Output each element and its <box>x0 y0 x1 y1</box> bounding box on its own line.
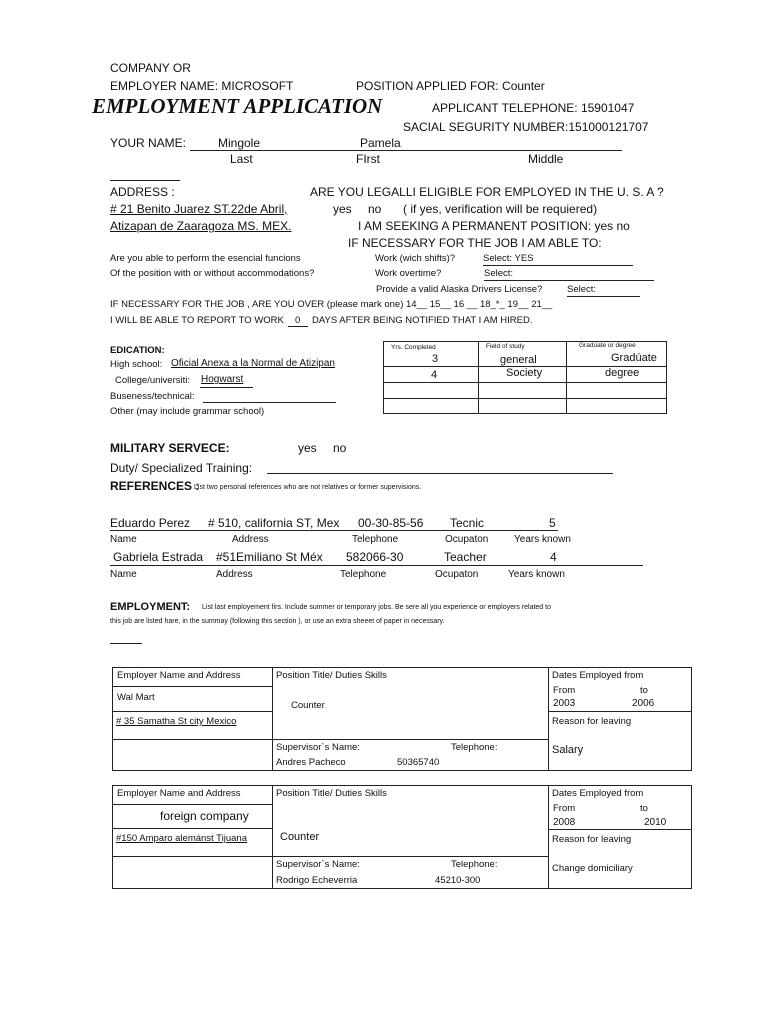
edu-row1-degree[interactable]: Gradúate <box>611 352 657 364</box>
job2-telephone[interactable]: 45210-300 <box>435 875 481 886</box>
employer-name: EMPLOYER NAME: MICROSOFT <box>110 79 294 93</box>
job2-supervisor-label: Supervisor`s Name: <box>276 859 360 870</box>
address-label: ADDRESS : <box>110 185 175 199</box>
if-necessary-heading: IF NECESSARY FOR THE JOB I AM ABLE TO: <box>348 236 602 250</box>
job1-telephone[interactable]: 50365740 <box>397 757 440 768</box>
address-line-1[interactable]: # 21 Benito Juarez ST.22de Abril, <box>110 202 288 216</box>
job1-supervisor-label: Supervisor`s Name: <box>276 742 360 753</box>
references-label: REFERENCES : <box>110 479 200 493</box>
edu-row2-degree[interactable]: degree <box>605 367 640 379</box>
report-prefix: I WILL BE ABLE TO REPORT TO WORK <box>110 315 284 326</box>
license-label: Provide a valid Alaska Drivers License? <box>376 284 543 295</box>
applicant-telephone: APPLICANT TELEPHONE: 15901047 <box>432 101 635 115</box>
permanent-position: I AM SEEKING A PERMANENT POSITION: yes no <box>358 219 630 233</box>
license-select[interactable]: Select: <box>567 284 597 295</box>
ref1-address[interactable]: # 510, california ST, Mex <box>208 516 340 530</box>
ref2-label-years: Years known <box>508 569 565 580</box>
ref1-telephone[interactable]: 00-30-85-56 <box>358 516 424 530</box>
job1-supervisor[interactable]: Andres Pacheco <box>276 757 346 768</box>
report-suffix: DAYS AFTER BEING NOTIFIED THAT I AM HIRED. <box>312 315 533 326</box>
job1-telephone-label: Telephone: <box>451 742 498 753</box>
ref1-years[interactable]: 5 <box>549 516 556 530</box>
verification-note: ( if yes, verification will be requiered) <box>403 202 598 216</box>
college-label: College/universiti: <box>115 375 190 386</box>
edu-row2-field[interactable]: Society <box>506 367 543 379</box>
shifts-select[interactable]: Select: YES <box>483 253 534 264</box>
military-no[interactable]: no <box>333 441 347 455</box>
military-yes[interactable]: yes <box>298 441 317 455</box>
ref2-years[interactable]: 4 <box>550 550 557 564</box>
ref2-label-name: Name <box>110 569 137 580</box>
job2-employer-label: Employer Name and Address <box>117 788 241 799</box>
references-instructions: List two personal references who are not relatives or former supervisions. <box>194 484 422 491</box>
job2-supervisor[interactable]: Rodrigo Echeverria <box>276 875 358 886</box>
job1-employer-label: Employer Name and Address <box>117 670 241 681</box>
job2-position-label: Position Title/ Duties Skills <box>276 788 387 799</box>
ref1-label-name: Name <box>110 534 137 545</box>
college-value[interactable]: Hogwarst <box>201 374 244 385</box>
edu-header-degree: Gradúate or degree <box>579 342 636 349</box>
employment-instructions-1: List last employement firs. Include summer or temporary jobs. Be sere all you experience or employers related to <box>202 604 551 611</box>
job1-dates-label: Dates Employed from <box>552 670 644 681</box>
first-name-value[interactable]: Pamela <box>360 136 401 150</box>
job1-from-label: From <box>553 685 576 696</box>
ref2-address[interactable]: #51Emiliano St Méx <box>216 550 323 564</box>
ref1-occupation[interactable]: Tecnic <box>450 516 485 530</box>
duty-label: Duty/ Specialized Training: <box>110 461 253 475</box>
job2-to-label: to <box>640 803 648 814</box>
social-security-number: SACIAL SEGURITY NUMBER:151000121707 <box>403 120 649 134</box>
education-label: EDICATION: <box>110 345 165 356</box>
ref2-name[interactable]: Gabriela Estrada <box>113 550 204 564</box>
edu-header-years: Yrs. Completed <box>391 344 436 351</box>
edu-row2-years[interactable]: 4 <box>431 369 438 381</box>
job2-to[interactable]: 2010 <box>644 817 667 828</box>
job1-position[interactable]: Counter <box>291 700 325 711</box>
job2-address[interactable]: #150 Amparo alemánst Tijuana <box>116 833 247 844</box>
job2-reason[interactable]: Change domiciliary <box>552 863 633 874</box>
eligible-no[interactable]: no <box>368 202 382 216</box>
ability-question-2: Of the position with or without accommodations? <box>110 268 315 279</box>
eligible-yes[interactable]: yes <box>333 202 352 216</box>
job1-reason-label: Reason for leaving <box>552 716 632 727</box>
ref1-label-years: Years known <box>514 534 571 545</box>
overtime-select[interactable]: Select: <box>484 268 514 279</box>
job2-dates-label: Dates Employed from <box>552 788 644 799</box>
high-school-label: High school: <box>110 359 163 370</box>
ref2-occupation[interactable]: Teacher <box>444 550 487 564</box>
job1-reason[interactable]: Salary <box>552 744 584 756</box>
job2-from[interactable]: 2008 <box>553 817 576 828</box>
job2-reason-label: Reason for leaving <box>552 834 632 845</box>
last-name-label: Last <box>230 152 253 166</box>
job2-position[interactable]: Counter <box>280 831 320 843</box>
age-question[interactable]: IF NECESSARY FOR THE JOB , ARE YOU OVER (please mark one) 14__ 15__ 16 __ 18_*_ 19__ 21__ <box>110 299 553 310</box>
middle-name-label: Middle <box>528 152 564 166</box>
ref2-label-telephone: Telephone <box>340 569 387 580</box>
ref1-label-telephone: Telephone <box>352 534 399 545</box>
ability-question-1: Are you able to perform the esencial funcions <box>110 253 301 264</box>
job2-employer[interactable]: foreign company <box>160 809 249 823</box>
ref2-telephone[interactable]: 582066-30 <box>346 550 404 564</box>
overtime-label: Work overtime? <box>375 268 442 279</box>
document-title: EMPLOYMENT APPLICATION <box>92 94 383 118</box>
shifts-label: Work (wich shifts)? <box>375 253 456 264</box>
position-applied: POSITION APPLIED FOR: Counter <box>356 79 545 93</box>
job1-to[interactable]: 2006 <box>632 698 655 709</box>
company-label: COMPANY OR <box>110 61 191 75</box>
employment-instructions-2: this job are listed hare, in the summay (following this section ), or use an extra sheeet of paper in necessary. <box>110 618 445 625</box>
job1-position-label: Position Title/ Duties Skills <box>276 670 387 681</box>
job1-from[interactable]: 2003 <box>553 698 576 709</box>
edu-row1-field[interactable]: general <box>500 354 537 366</box>
job2-from-label: From <box>553 803 576 814</box>
edu-row1-years[interactable]: 3 <box>432 353 439 365</box>
ref2-label-occupation: Ocupaton <box>435 569 479 580</box>
ref1-label-address: Address <box>232 534 269 545</box>
address-line-2[interactable]: Atizapan de Zaaragoza MS. MEX. <box>110 219 292 233</box>
last-name-value[interactable]: Mingole <box>218 136 261 150</box>
job1-to-label: to <box>640 685 648 696</box>
military-label: MILITARY SERVECE: <box>110 441 230 455</box>
report-days[interactable]: 0 <box>295 315 301 326</box>
job1-address[interactable]: # 35 Samatha St city Mexico <box>116 716 237 727</box>
employment-label: EMPLOYMENT: <box>110 601 191 613</box>
high-school-value[interactable]: Oficial Anexa a la Normal de Atizipan <box>171 358 335 369</box>
edu-header-field: Field of study <box>486 343 525 350</box>
eligibility-question: ARE YOU LEGALLI ELIGIBLE FOR EMPLOYED IN THE U. S. A ? <box>310 185 664 199</box>
your-name-label: YOUR NAME: <box>110 136 187 150</box>
first-name-label: FIrst <box>356 152 380 166</box>
job1-employer[interactable]: Wal Mart <box>117 692 155 703</box>
ref1-label-occupation: Ocupaton <box>445 534 489 545</box>
business-label: Buseness/technical: <box>110 391 195 402</box>
ref2-label-address: Address <box>216 569 253 580</box>
job2-telephone-label: Telephone: <box>451 859 498 870</box>
ref1-name[interactable]: Eduardo Perez <box>110 516 191 530</box>
other-school-label: Other (may include grammar school) <box>110 406 265 417</box>
